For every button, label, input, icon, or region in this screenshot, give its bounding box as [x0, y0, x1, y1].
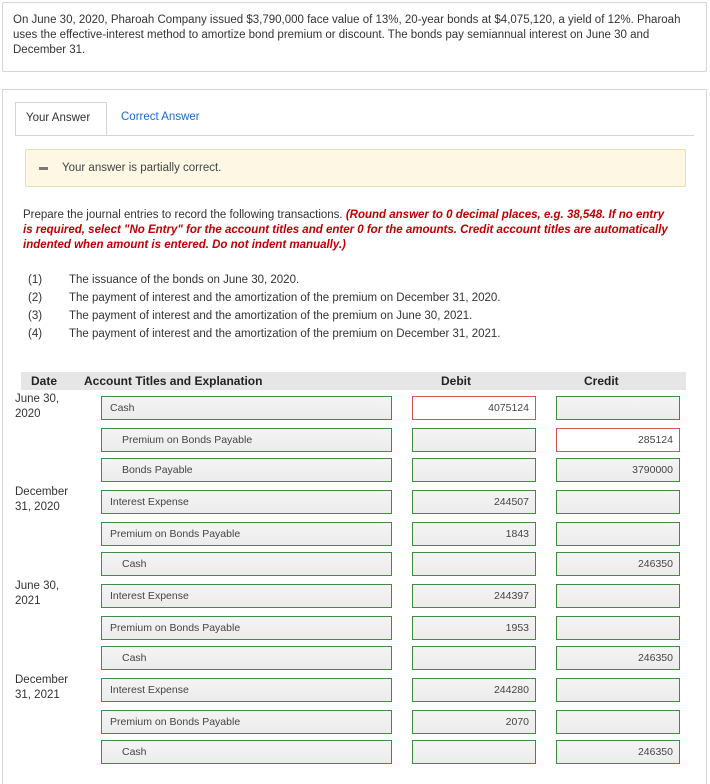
- task-number: (4): [28, 328, 43, 340]
- debit-field[interactable]: [412, 646, 536, 670]
- debit-field[interactable]: 244397: [412, 584, 536, 608]
- task-text: The payment of interest and the amortization of the premium on December 31, 2021.: [69, 328, 501, 340]
- task-number: (2): [28, 292, 43, 304]
- debit-field[interactable]: [412, 740, 536, 764]
- debit-field[interactable]: [412, 552, 536, 576]
- credit-field[interactable]: [556, 678, 680, 702]
- entry-date: June 30, 2020: [15, 393, 60, 420]
- debit-field[interactable]: 1953: [412, 616, 536, 640]
- header-debit: Debit: [441, 374, 471, 388]
- header-date: Date: [31, 374, 58, 388]
- credit-field[interactable]: 285124: [556, 428, 680, 452]
- credit-field[interactable]: [556, 584, 680, 608]
- credit-field[interactable]: [556, 522, 680, 546]
- instructions-text: Prepare the journal entries to record the following transactions.: [23, 209, 346, 221]
- account-field[interactable]: Cash: [101, 740, 392, 764]
- account-field[interactable]: Interest Expense: [101, 678, 392, 702]
- credit-field[interactable]: [556, 710, 680, 734]
- debit-field[interactable]: [412, 428, 536, 452]
- tab-correct-answer[interactable]: Correct Answer: [121, 111, 200, 123]
- credit-field[interactable]: [556, 616, 680, 640]
- account-field[interactable]: Bonds Payable: [101, 458, 392, 482]
- instructions-rounding-note: (Round answer to 0 decimal places, e.g. 38,548. If no entry is required, select "No Entry" for the account titles and enter 0 for the amounts. Credit account titles are automatically indented when amount is entered. Do not indent manually.): [23, 209, 668, 251]
- entry-date: June 30, 2021: [15, 580, 60, 607]
- task-text: The payment of interest and the amortization of the premium on December 31, 2020.: [69, 292, 501, 304]
- credit-field[interactable]: 246350: [556, 552, 680, 576]
- minus-icon: [39, 167, 48, 170]
- header-account: Account Titles and Explanation: [84, 374, 263, 388]
- banner-text: Your answer is partially correct.: [62, 162, 222, 174]
- entry-date: December 31, 2020: [15, 486, 69, 513]
- account-field[interactable]: Cash: [101, 646, 392, 670]
- instructions: [23, 208, 673, 253]
- credit-field[interactable]: 246350: [556, 740, 680, 764]
- entry-date: December 31, 2021: [15, 674, 69, 701]
- credit-field[interactable]: [556, 490, 680, 514]
- task-text: The issuance of the bonds on June 30, 2020.: [69, 274, 300, 286]
- debit-field[interactable]: 1843: [412, 522, 536, 546]
- account-field[interactable]: Cash: [101, 396, 392, 420]
- account-field[interactable]: Premium on Bonds Payable: [101, 616, 392, 640]
- account-field[interactable]: Interest Expense: [101, 490, 392, 514]
- debit-field[interactable]: 244507: [412, 490, 536, 514]
- problem-text: On June 30, 2020, Pharoah Company issued $3,790,000 face value of 13%, 20-year bonds at $4,075,120, a yield of 12%. Pharoah uses the effective-interest method to amortize bond premium or discount. The bonds pay semiannual interest on June 30 and December 31.: [13, 14, 681, 56]
- tab-your-answer[interactable]: Your Answer: [15, 102, 107, 136]
- task-number: (1): [28, 274, 43, 286]
- account-field[interactable]: Cash: [101, 552, 392, 576]
- credit-field[interactable]: [556, 396, 680, 420]
- credit-field[interactable]: 3790000: [556, 458, 680, 482]
- debit-field[interactable]: [412, 458, 536, 482]
- debit-field[interactable]: 244280: [412, 678, 536, 702]
- account-field[interactable]: Interest Expense: [101, 584, 392, 608]
- answer-panel: [2, 89, 707, 784]
- debit-field[interactable]: 2070: [412, 710, 536, 734]
- partial-correct-banner: [25, 149, 686, 187]
- credit-field[interactable]: 246350: [556, 646, 680, 670]
- tab-divider: [15, 135, 694, 136]
- account-field[interactable]: Premium on Bonds Payable: [101, 710, 392, 734]
- task-number: (3): [28, 310, 43, 322]
- header-credit: Credit: [584, 374, 619, 388]
- account-field[interactable]: Premium on Bonds Payable: [101, 428, 392, 452]
- account-field[interactable]: Premium on Bonds Payable: [101, 522, 392, 546]
- problem-statement: [2, 2, 707, 72]
- debit-field[interactable]: 4075124: [412, 396, 536, 420]
- table-header: [21, 372, 686, 390]
- task-text: The payment of interest and the amortization of the premium on June 30, 2021.: [69, 310, 473, 322]
